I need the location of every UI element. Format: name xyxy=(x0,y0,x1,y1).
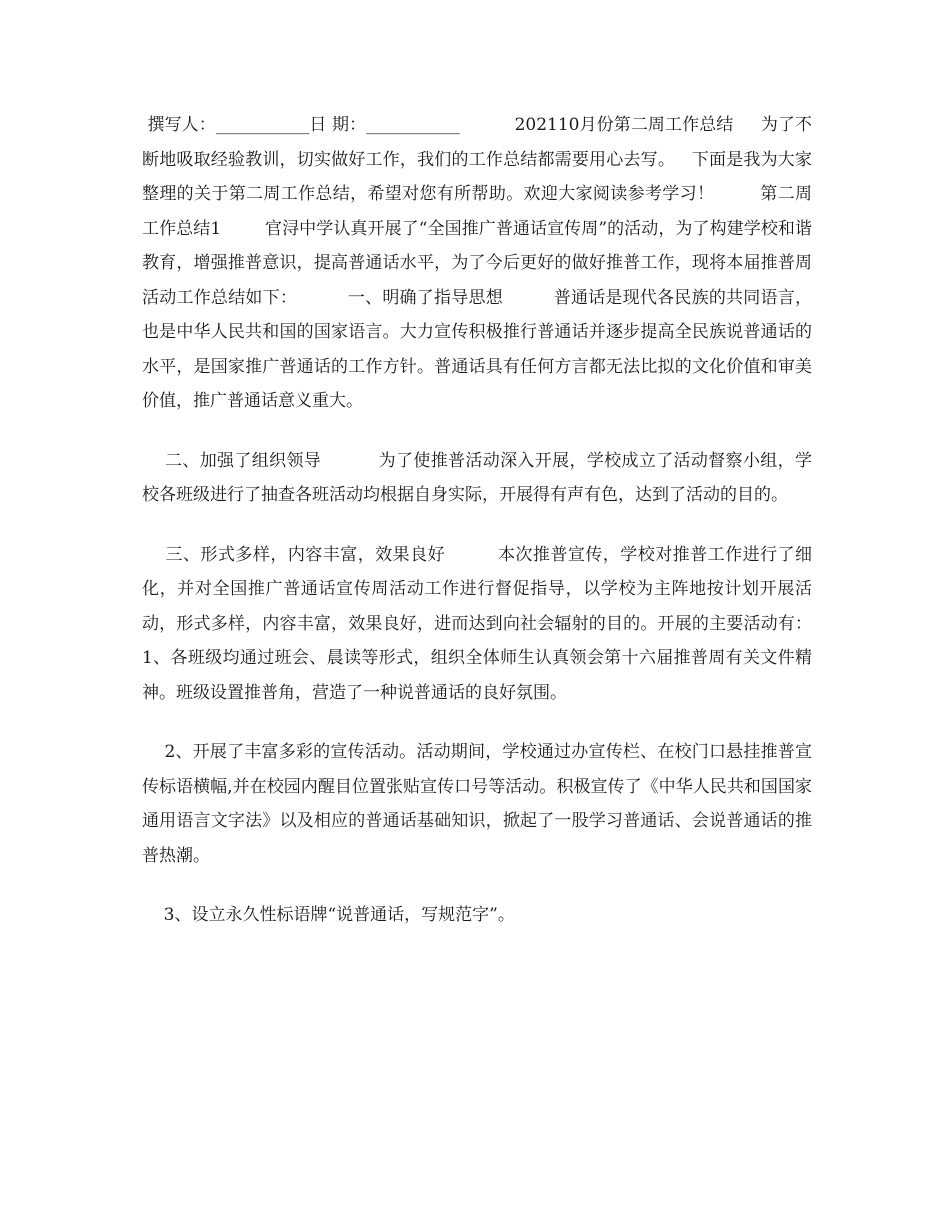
activity-two-paragraph: 2、开展了丰富多彩的宣传活动。活动期间，学校通过办宣传栏、在校门口悬挂推普宣传标语横幅,并在校园内醒目位置张贴宣传口号等活动。积极宣传了《中华人民共和国国家通用语言文字法》以及相应的普通话基础知识，掀起了一股学习普通话、会说普通话的推普热潮。 xyxy=(142,742,812,866)
intro-paragraph: 撰写人：___________日 期：___________ 202110月份第二周工作总结 为了不断地吸取经验教训，切实做好工作，我们的工作总结都需要用心去写。 下面是我为大家整理的关于第二周工作总结，希望对您有所帮助。欢迎大家阅读参考学习！ 第二周工作总结1 官浔中学认真开展了“全国推广普通话宣传周”的活动，为了构建学校和谐教育，增强推普意识，提高普通话水平，为了今后更好的做好推普工作，现将本届推普周活动工作总结如下： 一、明确了指导思想 普通话是现代各民族的共同语言，也是中华人民共和国的国家语言。大力宣传积极推行普通话并逐步提高全民族说普通话的水平，是国家推广普通话的工作方针。普通话具有任何方言都无法比拟的文化价值和审美价值，推广普通话意义重大。 xyxy=(142,115,813,411)
document-body xyxy=(142,108,856,933)
section-three-paragraph: 三、形式多样，内容丰富，效果良好 本次推普宣传，学校对推普工作进行了细化，并对全国推广普通话宣传周活动工作进行督促指导，以学校为主阵地按计划开展活动，形式多样，内容丰富，效果良好，进而达到向社会辐射的目的。开展的主要活动有： 1、各班级均通过班会、晨读等形式，组织全体师生认真领会第十六届推普周有关文件精神。班级设置推普角，营造了一种说普通话的良好氛围。 xyxy=(142,544,856,703)
activity-three-paragraph: 3、设立永久性标语牌“说普通话，写规范字”。 xyxy=(142,905,515,925)
section-two-paragraph: 二、加强了组织领导 为了使推普活动深入开展，学校成立了活动督察小组，学校各班级进行了抽查各班活动均根据自身实际，开展得有声有色，达到了活动的目的。 xyxy=(142,450,812,505)
